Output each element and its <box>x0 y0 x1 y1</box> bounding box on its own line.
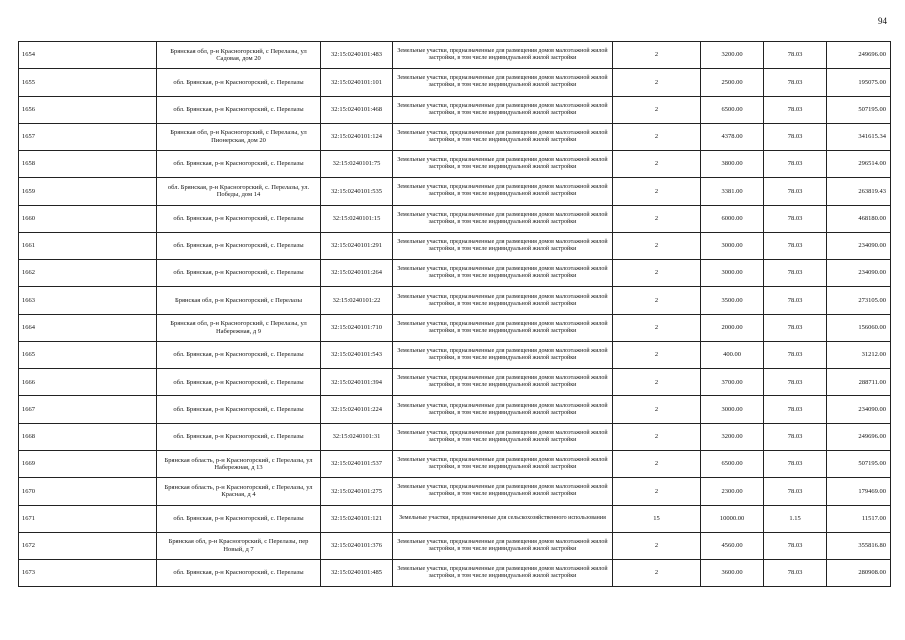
cadastral-number-cell: 32:15:0240101:537 <box>321 450 393 477</box>
address-cell: обл. Брянская, р-н Красногорский, с. Перелазы <box>157 505 321 532</box>
group-cell: 15 <box>613 505 701 532</box>
cadastral-value-table-container <box>18 41 890 587</box>
address-cell: Брянская область, р-н Красногорский, с Перелазы, ул Красная, д 4 <box>157 478 321 505</box>
land-use-cell: Земельные участки, предназначенные для размещения домов малоэтажной жилой застройки, в том числе индивидуальной жилой застройки <box>393 532 613 559</box>
table-row <box>19 232 891 259</box>
row-number: 1661 <box>19 232 157 259</box>
land-use-cell: Земельные участки, предназначенные для размещения домов малоэтажной жилой застройки, в том числе индивидуальной жилой застройки <box>393 205 613 232</box>
row-number: 1669 <box>19 450 157 477</box>
cadastral-value-cell: 249696.00 <box>827 42 891 69</box>
specific-value-cell: 78.03 <box>764 232 827 259</box>
specific-value-cell: 78.03 <box>764 478 827 505</box>
cadastral-value-cell: 296514.00 <box>827 151 891 178</box>
table-row <box>19 69 891 96</box>
table-row <box>19 42 891 69</box>
area-cell: 3500.00 <box>701 287 764 314</box>
group-cell: 2 <box>613 314 701 341</box>
table-row <box>19 287 891 314</box>
table-row <box>19 560 891 587</box>
area-cell: 10000.00 <box>701 505 764 532</box>
address-cell: обл. Брянская, р-н Красногорский, с. Перелазы <box>157 369 321 396</box>
cadastral-number-cell: 32:15:0240101:101 <box>321 69 393 96</box>
row-number: 1665 <box>19 341 157 368</box>
land-use-cell: Земельные участки, предназначенные для размещения домов малоэтажной жилой застройки, в том числе индивидуальной жилой застройки <box>393 151 613 178</box>
group-cell: 2 <box>613 450 701 477</box>
cadastral-value-cell: 234090.00 <box>827 396 891 423</box>
specific-value-cell: 78.03 <box>764 560 827 587</box>
cadastral-number-cell: 32:15:0240101:376 <box>321 532 393 559</box>
row-number: 1659 <box>19 178 157 205</box>
table-row <box>19 96 891 123</box>
table-row <box>19 423 891 450</box>
group-cell: 2 <box>613 178 701 205</box>
area-cell: 3200.00 <box>701 423 764 450</box>
area-cell: 400.00 <box>701 341 764 368</box>
table-row <box>19 505 891 532</box>
specific-value-cell: 78.03 <box>764 96 827 123</box>
row-number: 1655 <box>19 69 157 96</box>
row-number: 1657 <box>19 123 157 150</box>
address-cell: обл. Брянская, р-н Красногорский, с. Перелазы <box>157 260 321 287</box>
table-row <box>19 532 891 559</box>
table-row <box>19 178 891 205</box>
specific-value-cell: 78.03 <box>764 423 827 450</box>
specific-value-cell: 78.03 <box>764 42 827 69</box>
area-cell: 6000.00 <box>701 205 764 232</box>
group-cell: 2 <box>613 205 701 232</box>
cadastral-value-cell: 234090.00 <box>827 232 891 259</box>
cadastral-value-cell: 468180.00 <box>827 205 891 232</box>
land-use-cell: Земельные участки, предназначенные для размещения домов малоэтажной жилой застройки, в том числе индивидуальной жилой застройки <box>393 369 613 396</box>
cadastral-number-cell: 32:15:0240101:31 <box>321 423 393 450</box>
cadastral-number-cell: 32:15:0240101:124 <box>321 123 393 150</box>
group-cell: 2 <box>613 532 701 559</box>
specific-value-cell: 78.03 <box>764 341 827 368</box>
address-cell: Брянская обл, р-н Красногорский, с Перелазы, пер Новый, д 7 <box>157 532 321 559</box>
group-cell: 2 <box>613 423 701 450</box>
land-use-cell: Земельные участки, предназначенные для размещения домов малоэтажной жилой застройки, в том числе индивидуальной жилой застройки <box>393 314 613 341</box>
address-cell: обл. Брянская, р-н Красногорский, с. Перелазы <box>157 205 321 232</box>
cadastral-value-cell: 249696.00 <box>827 423 891 450</box>
area-cell: 3000.00 <box>701 260 764 287</box>
area-cell: 3381.00 <box>701 178 764 205</box>
land-use-cell: Земельные участки, предназначенные для размещения домов малоэтажной жилой застройки, в том числе индивидуальной жилой застройки <box>393 123 613 150</box>
table-row <box>19 369 891 396</box>
specific-value-cell: 78.03 <box>764 396 827 423</box>
cadastral-number-cell: 32:15:0240101:468 <box>321 96 393 123</box>
row-number: 1663 <box>19 287 157 314</box>
cadastral-number-cell: 32:15:0240101:22 <box>321 287 393 314</box>
cadastral-value-cell: 195075.00 <box>827 69 891 96</box>
specific-value-cell: 78.03 <box>764 314 827 341</box>
row-number: 1666 <box>19 369 157 396</box>
specific-value-cell: 78.03 <box>764 69 827 96</box>
specific-value-cell: 1.15 <box>764 505 827 532</box>
cadastral-value-cell: 288711.00 <box>827 369 891 396</box>
row-number: 1662 <box>19 260 157 287</box>
cadastral-number-cell: 32:15:0240101:710 <box>321 314 393 341</box>
group-cell: 2 <box>613 151 701 178</box>
area-cell: 3200.00 <box>701 42 764 69</box>
address-cell: обл. Брянская, р-н Красногорский, с. Перелазы <box>157 423 321 450</box>
row-number: 1656 <box>19 96 157 123</box>
area-cell: 3000.00 <box>701 396 764 423</box>
cadastral-value-cell: 341615.34 <box>827 123 891 150</box>
area-cell: 4560.00 <box>701 532 764 559</box>
address-cell: Брянская обл, р-н Красногорский, с Перелазы, ул Набережная, д 9 <box>157 314 321 341</box>
cadastral-number-cell: 32:15:0240101:535 <box>321 178 393 205</box>
area-cell: 3800.00 <box>701 151 764 178</box>
cadastral-number-cell: 32:15:0240101:264 <box>321 260 393 287</box>
row-number: 1670 <box>19 478 157 505</box>
group-cell: 2 <box>613 478 701 505</box>
group-cell: 2 <box>613 369 701 396</box>
cadastral-number-cell: 32:15:0240101:275 <box>321 478 393 505</box>
table-row <box>19 151 891 178</box>
specific-value-cell: 78.03 <box>764 178 827 205</box>
cadastral-number-cell: 32:15:0240101:394 <box>321 369 393 396</box>
specific-value-cell: 78.03 <box>764 450 827 477</box>
cadastral-value-cell: 273105.00 <box>827 287 891 314</box>
address-cell: обл. Брянская, р-н Красногорский, с. Перелазы <box>157 396 321 423</box>
cadastral-value-cell: 507195.00 <box>827 450 891 477</box>
land-use-cell: Земельные участки, предназначенные для размещения домов малоэтажной жилой застройки, в том числе индивидуальной жилой застройки <box>393 396 613 423</box>
table-row <box>19 478 891 505</box>
row-number: 1654 <box>19 42 157 69</box>
group-cell: 2 <box>613 396 701 423</box>
group-cell: 2 <box>613 123 701 150</box>
specific-value-cell: 78.03 <box>764 205 827 232</box>
land-use-cell: Земельные участки, предназначенные для размещения домов малоэтажной жилой застройки, в том числе индивидуальной жилой застройки <box>393 69 613 96</box>
address-cell: Брянская обл, р-н Красногорский, с Перелазы, ул Пионерская, дом 20 <box>157 123 321 150</box>
land-use-cell: Земельные участки, предназначенные для размещения домов малоэтажной жилой застройки, в том числе индивидуальной жилой застройки <box>393 478 613 505</box>
land-use-cell: Земельные участки, предназначенные для размещения домов малоэтажной жилой застройки, в том числе индивидуальной жилой застройки <box>393 450 613 477</box>
area-cell: 3000.00 <box>701 232 764 259</box>
address-cell: Брянская обл, р-н Красногорский, с Перелазы <box>157 287 321 314</box>
cadastral-number-cell: 32:15:0240101:483 <box>321 42 393 69</box>
area-cell: 4378.00 <box>701 123 764 150</box>
table-row <box>19 123 891 150</box>
group-cell: 2 <box>613 42 701 69</box>
table-row <box>19 341 891 368</box>
address-cell: обл. Брянская, р-н Красногорский, с. Перелазы, ул. Победы, дом 14 <box>157 178 321 205</box>
cadastral-number-cell: 32:15:0240101:15 <box>321 205 393 232</box>
land-use-cell: Земельные участки, предназначенные для размещения домов малоэтажной жилой застройки, в том числе индивидуальной жилой застройки <box>393 560 613 587</box>
row-number: 1672 <box>19 532 157 559</box>
cadastral-value-cell: 263819.43 <box>827 178 891 205</box>
area-cell: 2300.00 <box>701 478 764 505</box>
land-use-cell: Земельные участки, предназначенные для размещения домов малоэтажной жилой застройки, в том числе индивидуальной жилой застройки <box>393 178 613 205</box>
specific-value-cell: 78.03 <box>764 123 827 150</box>
specific-value-cell: 78.03 <box>764 287 827 314</box>
address-cell: Брянская область, р-н Красногорский, с Перелазы, ул Набережная, д 13 <box>157 450 321 477</box>
land-use-cell: Земельные участки, предназначенные для размещения домов малоэтажной жилой застройки, в том числе индивидуальной жилой застройки <box>393 96 613 123</box>
group-cell: 2 <box>613 560 701 587</box>
address-cell: обл. Брянская, р-н Красногорский, с. Перелазы <box>157 151 321 178</box>
cadastral-value-cell: 156060.00 <box>827 314 891 341</box>
land-use-cell: Земельные участки, предназначенные для сельскохозяйственного использования <box>393 505 613 532</box>
address-cell: обл. Брянская, р-н Красногорский, с. Перелазы <box>157 96 321 123</box>
land-use-cell: Земельные участки, предназначенные для размещения домов малоэтажной жилой застройки, в том числе индивидуальной жилой застройки <box>393 260 613 287</box>
row-number: 1673 <box>19 560 157 587</box>
page-number: 94 <box>878 16 887 26</box>
address-cell: Брянская обл, р-н Красногорский, с Перелазы, ул Садовая, дом 20 <box>157 42 321 69</box>
row-number: 1671 <box>19 505 157 532</box>
specific-value-cell: 78.03 <box>764 151 827 178</box>
table-row <box>19 450 891 477</box>
cadastral-value-cell: 280908.00 <box>827 560 891 587</box>
cadastral-value-table <box>18 41 891 587</box>
group-cell: 2 <box>613 96 701 123</box>
area-cell: 3700.00 <box>701 369 764 396</box>
row-number: 1667 <box>19 396 157 423</box>
group-cell: 2 <box>613 287 701 314</box>
row-number: 1668 <box>19 423 157 450</box>
land-use-cell: Земельные участки, предназначенные для размещения домов малоэтажной жилой застройки, в том числе индивидуальной жилой застройки <box>393 423 613 450</box>
area-cell: 2500.00 <box>701 69 764 96</box>
cadastral-value-cell: 234090.00 <box>827 260 891 287</box>
group-cell: 2 <box>613 232 701 259</box>
cadastral-value-cell: 31212.00 <box>827 341 891 368</box>
row-number: 1658 <box>19 151 157 178</box>
cadastral-number-cell: 32:15:0240101:291 <box>321 232 393 259</box>
land-use-cell: Земельные участки, предназначенные для размещения домов малоэтажной жилой застройки, в том числе индивидуальной жилой застройки <box>393 232 613 259</box>
cadastral-value-cell: 11517.00 <box>827 505 891 532</box>
cadastral-value-cell: 507195.00 <box>827 96 891 123</box>
specific-value-cell: 78.03 <box>764 369 827 396</box>
row-number: 1664 <box>19 314 157 341</box>
group-cell: 2 <box>613 260 701 287</box>
address-cell: обл. Брянская, р-н Красногорский, с. Перелазы <box>157 232 321 259</box>
cadastral-value-cell: 355816.80 <box>827 532 891 559</box>
cadastral-number-cell: 32:15:0240101:75 <box>321 151 393 178</box>
area-cell: 2000.00 <box>701 314 764 341</box>
group-cell: 2 <box>613 341 701 368</box>
table-row <box>19 205 891 232</box>
specific-value-cell: 78.03 <box>764 260 827 287</box>
land-use-cell: Земельные участки, предназначенные для размещения домов малоэтажной жилой застройки, в том числе индивидуальной жилой застройки <box>393 341 613 368</box>
table-row <box>19 260 891 287</box>
address-cell: обл. Брянская, р-н Красногорский, с. Перелазы <box>157 560 321 587</box>
cadastral-number-cell: 32:15:0240101:121 <box>321 505 393 532</box>
area-cell: 6500.00 <box>701 96 764 123</box>
area-cell: 3600.00 <box>701 560 764 587</box>
table-row <box>19 314 891 341</box>
specific-value-cell: 78.03 <box>764 532 827 559</box>
land-use-cell: Земельные участки, предназначенные для размещения домов малоэтажной жилой застройки, в том числе индивидуальной жилой застройки <box>393 42 613 69</box>
address-cell: обл. Брянская, р-н Красногорский, с. Перелазы <box>157 341 321 368</box>
cadastral-number-cell: 32:15:0240101:543 <box>321 341 393 368</box>
row-number: 1660 <box>19 205 157 232</box>
table-body <box>19 42 891 587</box>
cadastral-value-cell: 179469.00 <box>827 478 891 505</box>
cadastral-number-cell: 32:15:0240101:224 <box>321 396 393 423</box>
area-cell: 6500.00 <box>701 450 764 477</box>
cadastral-number-cell: 32:15:0240101:485 <box>321 560 393 587</box>
land-use-cell: Земельные участки, предназначенные для размещения домов малоэтажной жилой застройки, в том числе индивидуальной жилой застройки <box>393 287 613 314</box>
address-cell: обл. Брянская, р-н Красногорский, с. Перелазы <box>157 69 321 96</box>
group-cell: 2 <box>613 69 701 96</box>
table-row <box>19 396 891 423</box>
